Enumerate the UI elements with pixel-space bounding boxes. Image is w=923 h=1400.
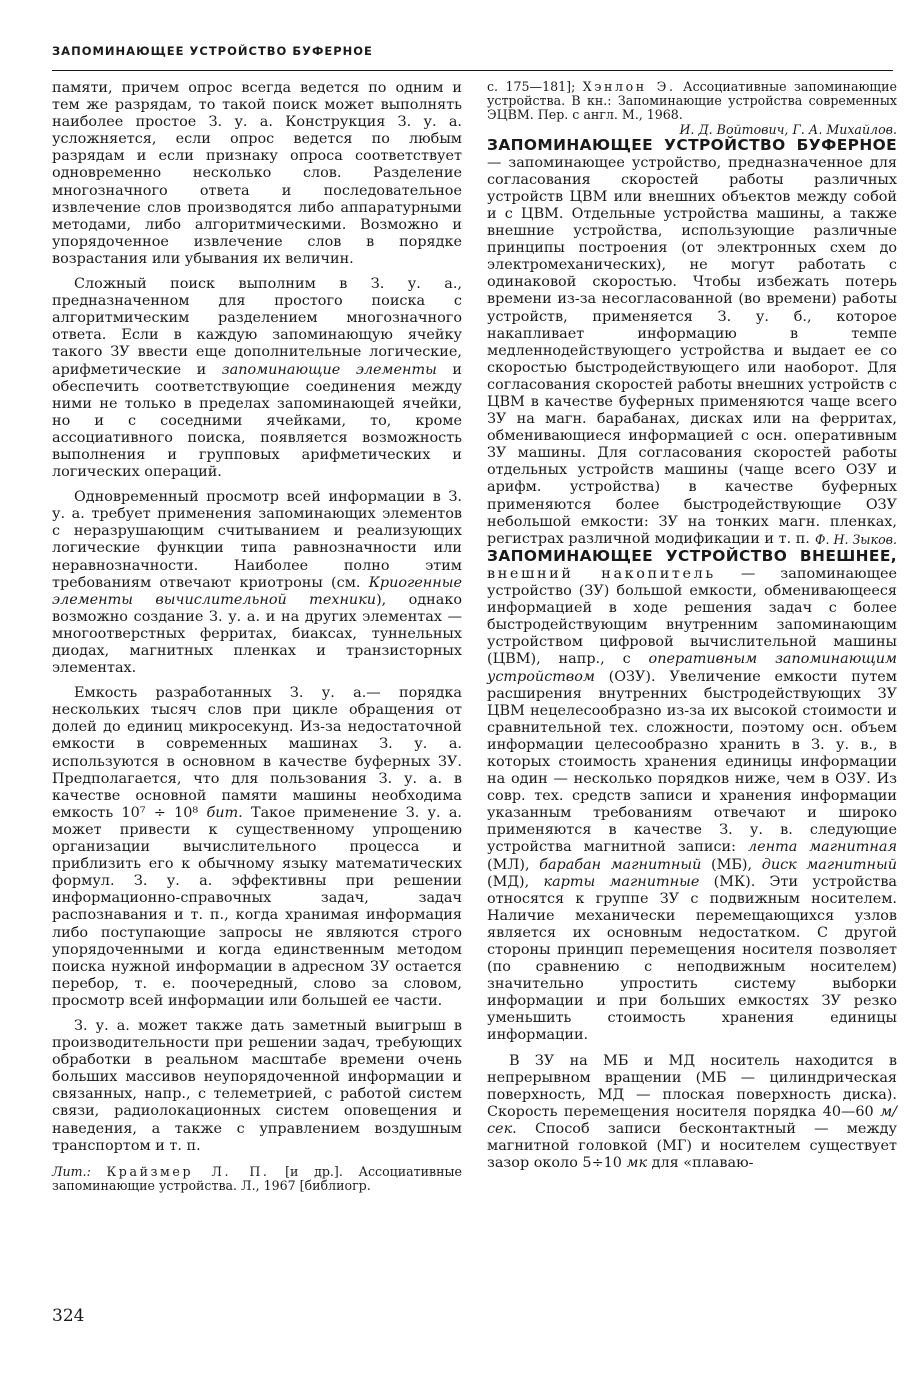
cross-reference: Криогенные элементы вычислительной техники [52, 574, 462, 608]
entry-term-buffer: ЗАПОМИНАЮЩЕЕ УСТРОЙСТВО БУФЕРНОЕ [487, 135, 897, 154]
paragraph-4: Емкость разработанных З. у. а.— порядка нескольких тысяч слов при цикле обращения от долей до единиц микросекунд. Из-за недостаточной емкости в современных машинах З. у. а. используются в основном в качестве буферных ЗУ. Предполагается, что для пользования З. у. а. в качестве основной памяти машины необходима емкость 10⁷ ÷ 10⁸ бит. Такое применение З. у. а. может привести к существенному упрощению организации вычислительного процесса и приблизить его к обычному языку математических формул. З. у. а. эффективны при решении информационно-справочных задач, задач распознавания и т. п., когда хранимая информация либо поступающие запросы не являются строго упорядоченными и когда единственным методом поиска нужной информации в адресном ЗУ остается перебор, т. е. поочередный, слово за словом, просмотр всей информации или большей ее части. [52, 685, 462, 1009]
entry-term-external: ЗАПОМИНАЮЩЕЕ УСТРОЙСТВО ВНЕШНЕЕ, [487, 546, 897, 565]
cross-reference: лента магнитная [747, 839, 897, 856]
unit: мк [626, 1155, 648, 1172]
unit: м/сек [487, 1103, 897, 1137]
entry-signature: Ф. Н. Зыков. [815, 531, 897, 547]
paragraph-1: памяти, причем опрос всегда ведется по одним и тем же разрядам, то такой поиск может выполнять наиболее простое З. у. а. Конструкция З. у. а. усложняется, если опрос ведется по любым разрядам и если признаку опроса соответствует одновременно несколько слов. Разделение многозначного ответа и последовательное извлечение слов производятся либо аппаратурными методами, либо алгоритмическими. Возможно и упорядоченное извлечение слов в порядке возрастания или убывания их величин. [52, 80, 462, 267]
literature-label: Лит.: [52, 1163, 91, 1179]
unit: бит [206, 804, 239, 821]
left-column [52, 80, 462, 1194]
cross-reference: диск магнитный [761, 856, 898, 873]
cross-reference: карты магнитные [543, 873, 700, 890]
page-number: 324 [52, 1306, 85, 1326]
right-column [487, 80, 897, 1172]
running-head: ЗАПОМИНАЮЩЕЕ УСТРОЙСТВО БУФЕРНОЕ [52, 44, 373, 58]
cross-reference: оперативным запоминающим устройством [487, 651, 897, 685]
article-authors: И. Д. Войтович, Г. А. Михайлов. [679, 121, 897, 137]
header-rule [52, 70, 893, 71]
paragraph-3: Одновременный просмотр всей информации в З. у. а. требует применения запоминающих элементов с неразрушающим считыванием и реализующих логические функции типа равнозначности или неравнозначности. Наиболее полно этим требованиям отвечают криотроны (см. Криогенные элементы вычислительной техники), однако возможно создание З. у. а. и на других элементах — многоотверстных ферритах, биаксах, туннельных диодах, магнитных пленках и транзисторных элементах. [52, 489, 462, 677]
entry-synonym: внешний накопитель [487, 565, 716, 582]
cross-reference: барабан магнитный [539, 856, 702, 873]
paragraph-rotation: В ЗУ на МБ и МД носитель находится в непрерывном вращении (МБ — цилиндрическая поверхность, МД — плоская поверхность диска). Скорость перемещения носителя порядка 40—60 м/сек. Способ записи бесконтактный — между магнитной головкой (МГ) и носителем существует зазор около 5÷10 мк для «плаваю- [487, 1052, 897, 1172]
literature-author: Крайзмер Л. П. [106, 1163, 270, 1179]
paragraph-5: З. у. а. может также дать заметный выигрыш в производительности при решении задач, требующих обработки в реальном масштабе времени очень больших массивов неупорядоченной информации и связанных, напр., с телеметрией, с работой систем связи, радиолокационных систем оповещения и наведения, а также с управлением воздушным транспортом и т. п. [52, 1017, 462, 1154]
paragraph-2: Сложный поиск выполним в З. у. а., предназначенном для простого поиска с алгоритмическим разделением многозначного ответа. Если в каждую запоминающую ячейку такого ЗУ ввести еще дополнительные логические, арифметические и запоминающие элементы и обеспечить соответствующие соединения между ними не только в пределах запоминающей ячейки, но и с соседними ячейками, то, кроме ассоциативного поиска, появляется возможность выполнения и групповых арифметических и логических операций. [52, 276, 462, 481]
entry-external-memory: ЗАПОМИНАЮЩЕЕ УСТРОЙСТВО ВНЕШНЕЕ, внешний накопитель — запоминающее устройство (ЗУ) большой емкости, обменивающееся информацией в ходе решения задач с более быстродействующим внутренним запоминающим устройством цифровой вычислительной машины (ЦВМ), напр., с оперативным запоминающим устройством (ОЗУ). Увеличение емкости путем расширения внутренних быстродействующих ЗУ ЦВМ нецелесообразно из-за их высокой стоимости и сравнительной тех. сложности, поэтому осн. объем информации целесообразно хранить в З. у. в., в которых стоимость хранения единицы информации на один — несколько порядков ниже, чем в ОЗУ. Из совр. тех. средств записи и хранения информации указанным требованиям отвечают и широко применяются в качестве З. у. в. следующие устройства магнитной записи: лента магнитная (МЛ), барабан магнитный (МБ), диск магнитный (МД), карты магнитные (МК). Эти устройства относятся к группе ЗУ с подвижным носителем. Наличие механически перемещающихся узлов является их основным недостатком. С другой стороны принцип перемещения носителя позволяет (по сравнению с неподвижным носителем) значительно упростить систему выборки информации и при больших емкостях ЗУ резко уменьшить стоимость хранения единицы информации. [487, 546, 898, 1044]
literature-continuation: с. 175—181]; Хэнлон Э. Ассоциативные запоминающие устройства. В кн.: Запоминающие устройства современных ЭЦВМ. Пер. с англ. М., 1968. [487, 79, 897, 123]
italic-term: запоминающие элементы [221, 361, 437, 378]
literature-author-2: Хэнлон Э. [582, 79, 676, 94]
literature: Лит.: Крайзмер Л. П. [и др.]. Ассоциативные запоминающие устройства. Л., 1967 [библиогр. [52, 1163, 462, 1194]
entry-buffer-memory: ЗАПОМИНАЮЩЕЕ УСТРОЙСТВО БУФЕРНОЕ — запоминающее устройство, предназначенное для согласования скоростей работы различных устройств ЦВМ или внешних объектов между собой и с ЦВМ. Отдельные устройства машины, а также внешние устройства, использующие различные принципы построения (от электронных схем до электромеханических), не могут работать с одинаковой скоростью. Чтобы избежать потерь времени из-за несогласованной (во времени) работы устройств, применяется З. у. б., которое накапливает информацию в темпе медленнодействующего устройства и выдает ее со скоростью быстродействующего или наоборот. Для согласования скоростей работы внешних устройств с ЦВМ в качестве буферных применяются чаще всего ЗУ на магн. барабанах, дисках или на ферритах, обменивающиеся информацией с осн. оперативным ЗУ машины. Для согласования скоростей работы отдельных устройств машины (чаще всего ОЗУ и арифм. устройства) в качестве буферных применяются более быстродействующие ОЗУ небольшой емкости: ЗУ на тонких магн. пленках, регистрах различной модификации и т. п. Ф. Н. Зыков. [487, 135, 897, 547]
